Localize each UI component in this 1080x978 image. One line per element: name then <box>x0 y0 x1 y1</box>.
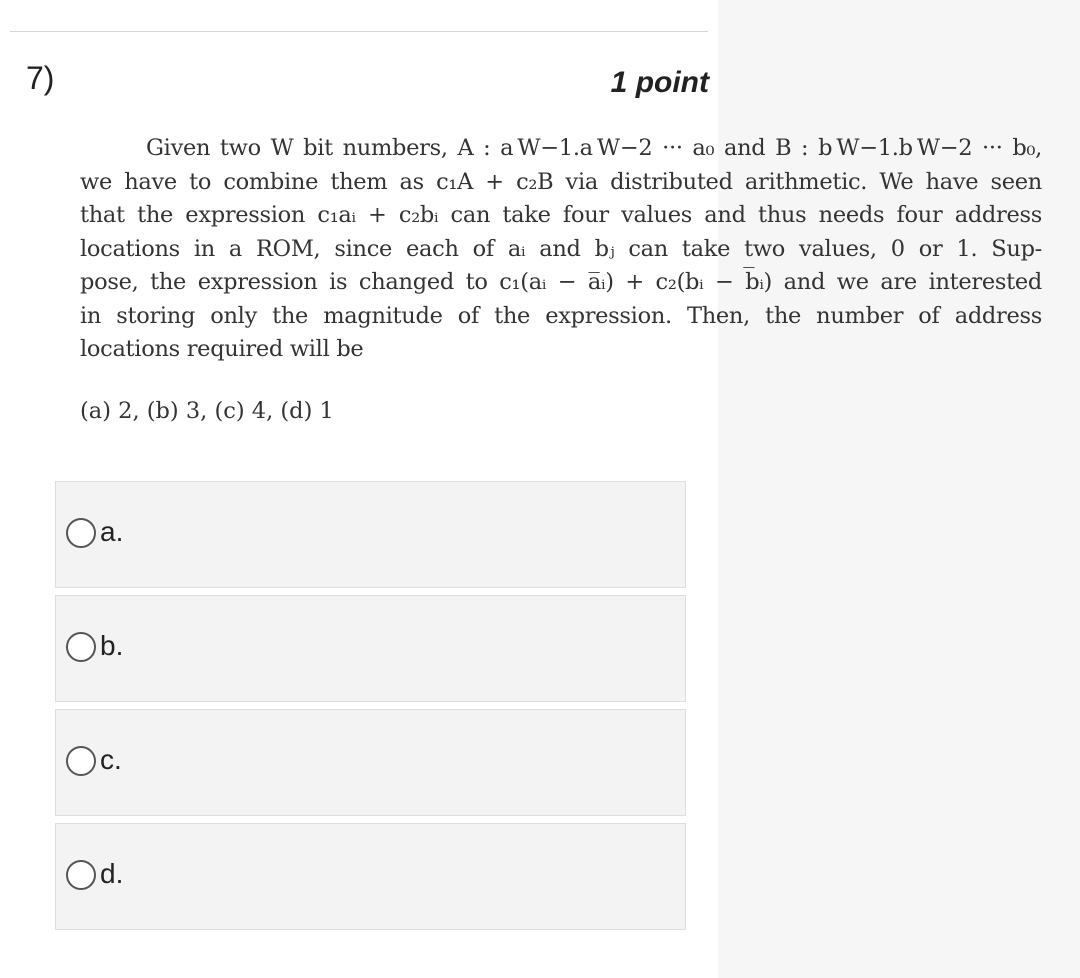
question-points: 1 point <box>610 66 709 99</box>
option-a[interactable] <box>55 481 686 588</box>
option-d[interactable] <box>55 823 686 930</box>
question-line-6: in storing only the magnitude of the expression. Then, the number of address <box>80 302 1042 329</box>
question-text <box>80 132 1042 367</box>
radio-button-icon[interactable] <box>66 632 96 662</box>
question-line-7: locations required will be <box>80 336 364 362</box>
option-label: c. <box>100 744 122 775</box>
side-panel-bottom <box>718 446 1080 978</box>
option-c[interactable] <box>55 709 686 816</box>
question-line-2: we have to combine them as c₁A + c₂B via distributed arithmetic. We have seen <box>80 168 1042 195</box>
radio-button-icon[interactable] <box>66 860 96 890</box>
question-line-3: that the expression c₁aᵢ + c₂bᵢ can take four values and thus needs four address <box>80 202 1042 228</box>
question-line-4: locations in a ROM, since each of aᵢ and bⱼ can take two values, 0 or 1. Sup- <box>80 235 1042 262</box>
question-line-5: pose, the expression is changed to c₁(aᵢ − a̅ᵢ) + c₂(bᵢ − b̅ᵢ) and we are interested <box>80 269 1042 295</box>
question-number: 7) <box>26 60 55 96</box>
question-line-1: Given two W bit numbers, A : a W−1.a W−2 ··· a₀ and B : b W−1.b W−2 ··· b₀, <box>146 135 1042 161</box>
radio-button-icon[interactable] <box>66 518 96 548</box>
option-label: b. <box>100 630 124 661</box>
divider <box>10 31 708 32</box>
option-b[interactable] <box>55 595 686 702</box>
option-label: d. <box>100 858 124 889</box>
answer-choices-text: (a) 2, (b) 3, (c) 4, (d) 1 <box>80 398 334 424</box>
option-label: a. <box>100 516 124 547</box>
radio-button-icon[interactable] <box>66 746 96 776</box>
